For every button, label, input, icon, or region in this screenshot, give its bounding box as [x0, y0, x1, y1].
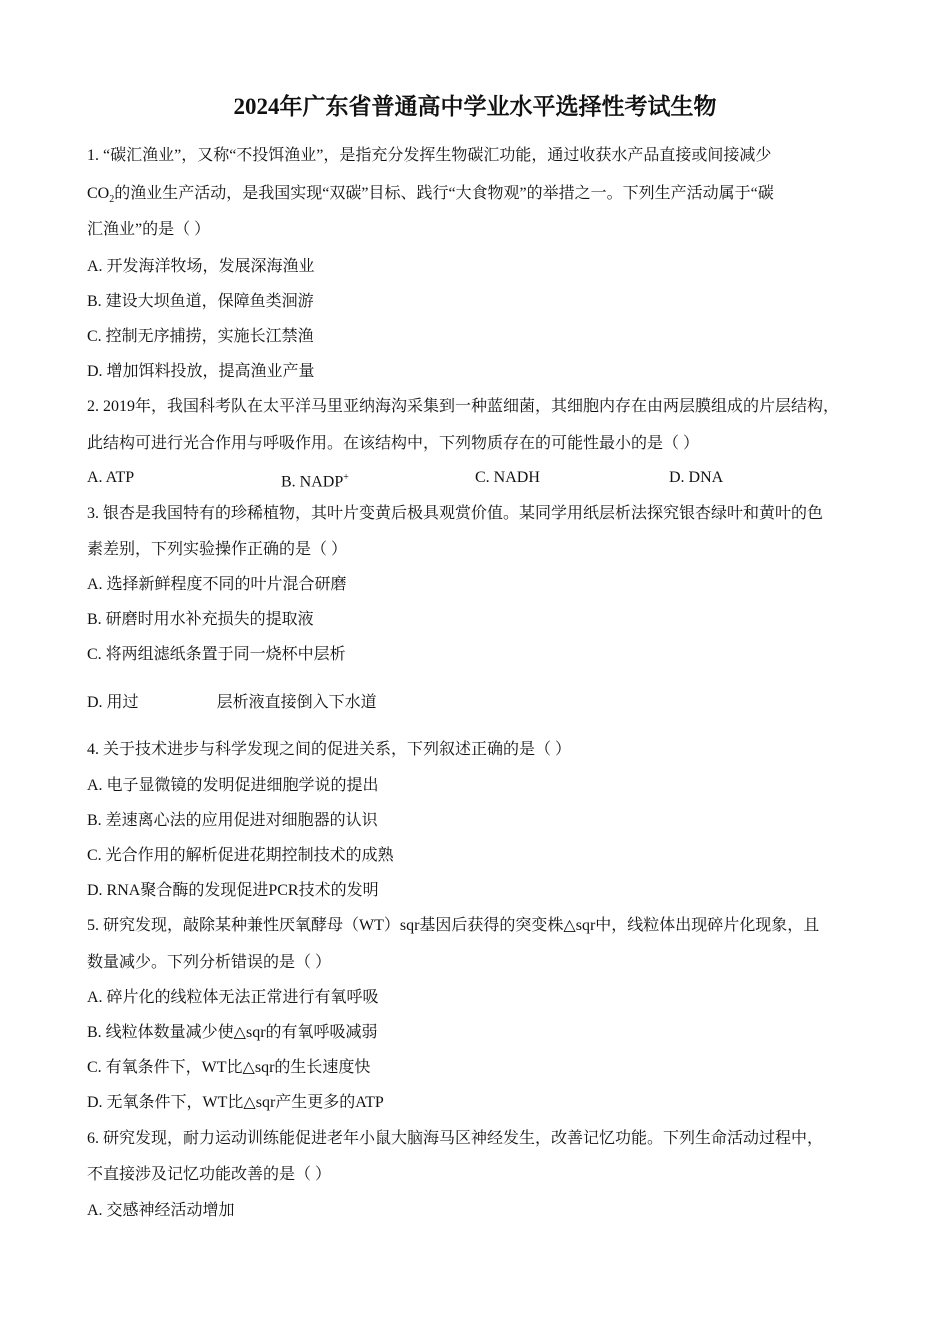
q1-stem: 1. “碳汇渔业”，又称“不投饵渔业”，是指充分发挥生物碳汇功能，通过收获水产品直接或间接减少 [87, 147, 772, 164]
q3-option-c: C. 将两组滤纸条置于同一烧杯中层析 [87, 646, 346, 663]
q4-option-b: B. 差速离心法的应用促进对细胞器的认识 [87, 812, 378, 829]
q3-option-b: B. 研磨时用水补充损失的提取液 [87, 611, 314, 628]
q3-stem: 3. 银杏是我国特有的珍稀植物，其叶片变黄后极具观赏价值。某同学用纸层析法探究银杏绿叶和黄叶的色 [87, 505, 824, 522]
q5-option-d: D. 无氧条件下，WT比△sqr产生更多的ATP [87, 1094, 384, 1111]
q4-option-a: A. 电子显微镜的发明促进细胞学说的提出 [87, 777, 379, 794]
q2-option-a: A. ATP [87, 469, 135, 486]
q4-option-d: D. RNA聚合酶的发现促进PCR技术的发明 [87, 882, 379, 899]
q5-option-b: B. 线粒体数量减少使△sqr的有氧呼吸减弱 [87, 1024, 378, 1041]
q2-option-d: D. DNA [669, 469, 724, 486]
q2-stem: 2. 2019年，我国科考队在太平洋马里亚纳海沟采集到一种蓝细菌，其细胞内存在由两层膜组成的片层结构， [87, 398, 840, 415]
q1-stem: 汇渔业”的是（ ） [87, 221, 211, 238]
q2-option-c: C. NADH [475, 469, 540, 486]
q2-option-b-text: B. NADP [281, 473, 344, 491]
q1-option-a: A. 开发海洋牧场，发展深海渔业 [87, 258, 315, 275]
q3-stem: 素差别，下列实验操作正确的是（ ） [87, 541, 348, 558]
q1-stem [87, 184, 774, 210]
q5-stem: 5. 研究发现，敲除某种兼性厌氧酵母（WT）sqr基因后获得的突变株△sqr中，线粒体出现碎片化现象，且 [87, 917, 820, 934]
q4-stem: 4. 关于技术进步与科学发现之间的促进关系，下列叙述正确的是（ ） [87, 741, 572, 758]
q5-option-c: C. 有氧条件下，WT比△sqr的生长速度快 [87, 1059, 371, 1076]
q1-option-c: C. 控制无序捕捞，实施长江禁渔 [87, 328, 314, 345]
q3-option-a: A. 选择新鲜程度不同的叶片混合研磨 [87, 576, 347, 593]
q1-co2: CO [87, 185, 110, 202]
q2-option-b [281, 468, 349, 492]
q3-option-d-pre: D. 用过 [87, 694, 139, 711]
q1-co2-subscript: 2 [109, 194, 115, 206]
q1-stem-text: 的渔业生产活动，是我国实现“双碳”目标、践行“大食物观”的举措之一。下列生产活动属于“碳 [114, 185, 774, 202]
q1-option-d: D. 增加饵料投放，提高渔业产量 [87, 363, 315, 380]
q5-option-a: A. 碎片化的线粒体无法正常进行有氧呼吸 [87, 989, 379, 1006]
q2-stem: 此结构可进行光合作用与呼吸作用。在该结构中，下列物质存在的可能性最小的是（ ） [87, 435, 700, 452]
q2-option-b-sup: + [343, 472, 349, 483]
q6-option-a: A. 交感神经活动增加 [87, 1202, 235, 1219]
q6-stem: 不直接涉及记忆功能改善的是（ ） [87, 1166, 332, 1183]
q4-option-c: C. 光合作用的解析促进花期控制技术的成熟 [87, 847, 394, 864]
q6-stem: 6. 研究发现，耐力运动训练能促进老年小鼠大脑海马区神经发生，改善记忆功能。下列生命活动过程中， [87, 1130, 824, 1147]
q1-option-b: B. 建设大坝鱼道，保障鱼类洄游 [87, 293, 314, 310]
q5-stem: 数量减少。下列分析错误的是（ ） [87, 954, 332, 971]
q3-option-d-post: 层析液直接倒入下水道 [216, 694, 377, 711]
document-title: 2024年广东省普通高中学业水平选择性考试生物 [233, 94, 717, 119]
q3-option-d [87, 693, 377, 713]
